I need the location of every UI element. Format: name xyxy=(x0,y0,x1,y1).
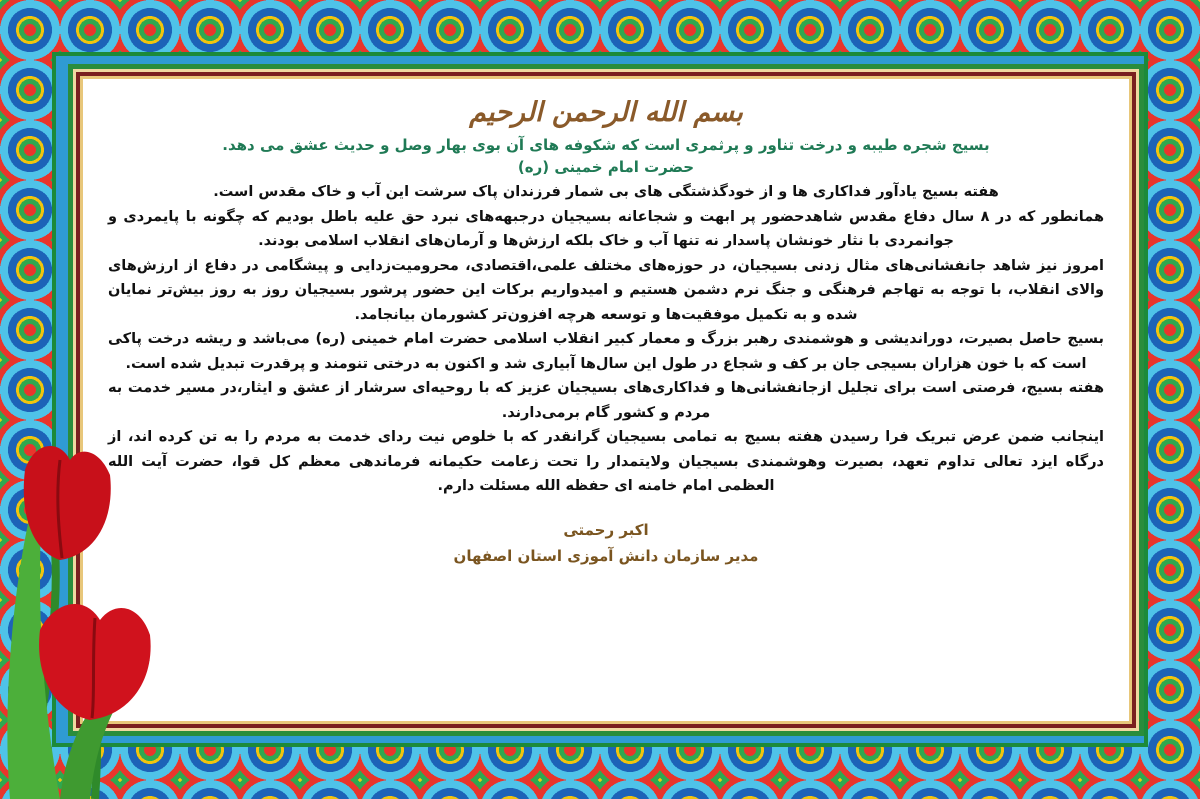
paragraph: هفته بسیج، فرصتی است برای تجلیل ازجانفشانی‌ها و فداکاری‌های بسیجیان عزیز که با روحیه‌ای سرشار از عشق و ایثار،در مسیر خدمت به مردم و کشور گام برمی‌دارند. xyxy=(108,380,1104,421)
quote-text: بسیج شجره طیبه و درخت تناور و پرثمری است که شکوفه های آن بوی بهار وصل و حدیث عشق می دهد. xyxy=(222,136,990,154)
signature-name: اکبر رحمتی xyxy=(563,520,649,539)
quote-author: حضرت امام خمینی (ره) xyxy=(517,158,695,176)
message-body xyxy=(80,180,1132,499)
paragraph: همانطور که در ۸ سال دفاع مقدس شاهدحضور پر ابهت و شجاعانه بسیجیان درجبهه‌های نبرد حق علیه باطل بودیم که چگونه با پایمردی و جوانمردی با نثار خونشان پاسدار نه تنها آب و خاک بلکه ارزش‌ها و آرمان‌های انقلاب اسلامی بودند. xyxy=(108,208,1104,249)
tulip-flowers-icon xyxy=(0,430,220,799)
paragraph: امروز نیز شاهد جانفشانی‌های مثال زدنی بسیجیان، در حوزه‌های مختلف علمی،اقتصادی، محرومیت‌زدایی و پیشگامی در دفاع از ارزش‌های والای انقلاب، با توجه به تهاجم فرهنگی و جنگ نرم دشمن هستیم و امیدواریم برکات این حضور پرشور بسیجیان روز به روز بیش‌تر نمایان شده و به تکمیل موفقیت‌ها و توسعه هرچه افزون‌تر کشورمان بیانجامد. xyxy=(108,257,1104,323)
signature-block xyxy=(80,517,1132,569)
tulip-bottom-icon xyxy=(39,604,151,720)
message-panel xyxy=(76,72,1136,728)
signature-title: مدیر سازمان دانش آموزی استان اصفهان xyxy=(453,546,759,565)
paragraph: اینجانب ضمن عرض تبریک فرا رسیدن هفته بسیج به تمامی بسیجیان گرانقدر که با خلوص نیت ردای خدمت به مردم را به تن کرده اند، از درگاه ایزد تعالی تداوم تعهد، بصیرت وهوشمندی بسیجیان ولایتمدار را تحت زعامت حکیمانه فرماندهی معظم کل قوا، حضرت آیت الله العظمی امام خامنه ای حفظه الله مسئلت دارم. xyxy=(108,429,1104,494)
paragraph: بسیج حاصل بصیرت، دوراندیشی و هوشمندی رهبر بزرگ و معمار کبیر انقلاب اسلامی حضرت امام خمینی (ره) می‌باشد و ریشه درخت پاکی است که با خون هزاران بسیجی جان بر کف و شجاع در طول این سال‌ها آبیاری شد و اکنون به درختی تنومند و پرقدرت تبدیل شده است. xyxy=(108,331,1104,372)
paragraph: هفته بسیج یادآور فداکاری ها و از خودگذشتگی های بی شمار فرزندان پاک سرشت این آب و خاک مقدس است. xyxy=(213,184,999,200)
bismillah-heading: بسم الله الرحمن الرحیم xyxy=(469,97,743,128)
